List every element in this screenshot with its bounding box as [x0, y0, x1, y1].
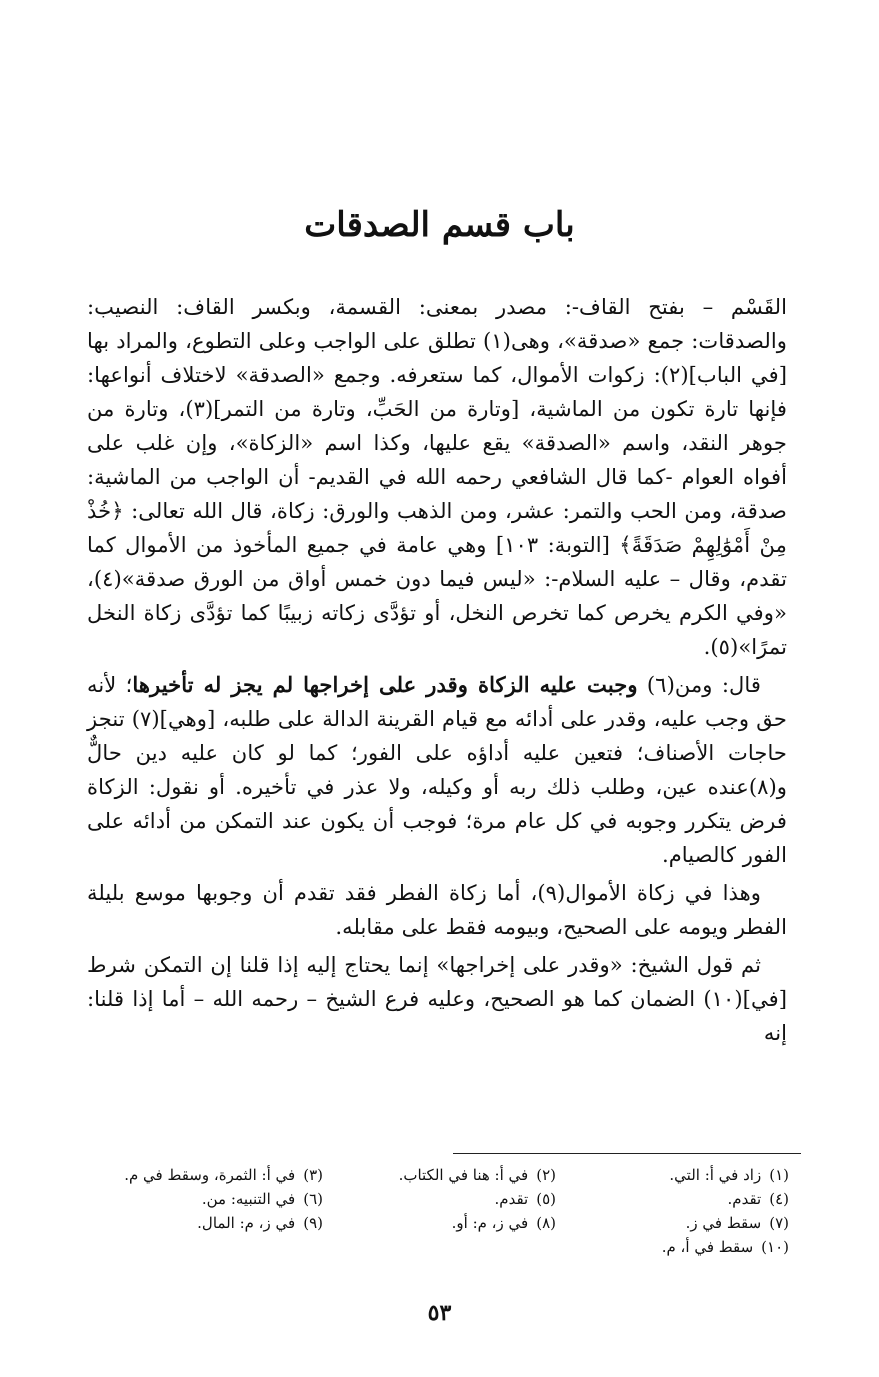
footnote-6 [90, 1187, 323, 1211]
footnote-number: (٧) [769, 1214, 789, 1232]
footnote-10 [556, 1235, 789, 1259]
footnote-text: تقدم. [494, 1190, 529, 1208]
matn-quote: وجبت عليه الزكاة وقدر على إخراجها لم يجز له تأخيرها [132, 672, 638, 697]
footnote-text: زاد في أ: التي. [669, 1166, 762, 1184]
footnote-text: في أ: الثمرة، وسقط في م. [124, 1166, 296, 1184]
footnote-number: (٨) [536, 1214, 556, 1232]
paragraph-2-lead: قال: ومن(٦) [637, 672, 761, 697]
footnote-number: (٩) [303, 1214, 323, 1232]
footnote-row [89, 1211, 789, 1235]
footnote-row [89, 1235, 789, 1259]
paragraph-1: القَسْم – بفتح القاف-: مصدر بمعنى: القسمة، وبكسر القاف: النصيب: والصدقات: جمع «صدقة»، وهى(١) تطلق على الواجب وعلى التطوع، والمراد بها [في الباب](٢): زكوات الأموال، كما ستعرفه. وجمع «الصدقة» لاختلاف أنواعها: فإنها تارة تكون من الماشية، [وتارة من الحَبِّ، وتارة من التمر](٣)، وتارة من جوهر النقد، واسم «الصدقة» يقع عليها، وكذا اسم «الزكاة»، وإن غلب على أفواه العوام -كما قال الشافعي رحمه الله في القديم- أن الواجب من الماشية: صدقة، ومن الحب والتمر: عشر، ومن الذهب والورق: زكاة، قال الله تعالى: ﴿خُذْ مِنْ أَمْوَٰلِهِمْ صَدَقَةً﴾ [التوبة: ١٠٣] وهي عامة في جميع المأخوذ من الأموال كما تقدم، وقال – عليه السلام-: «ليس فيما دون خمس أواق من الورق صدقة»(٤)، «وفي الكرم يخرص كما تخرص النخل، أو تؤدَّى زكاته زبيبًا كما تؤدَّى زكاة النخل تمرًا»(٥). [87, 294, 787, 659]
footnote-text: في ز، م: المال. [197, 1214, 296, 1232]
footnote-separator [453, 1153, 801, 1154]
footnote-4 [556, 1187, 789, 1211]
footnote-1 [556, 1163, 789, 1187]
footnote-text: في أ: هنا في الكتاب. [398, 1166, 529, 1184]
footnote-row [89, 1187, 789, 1211]
chapter-title: باب قسم الصدقات [304, 205, 575, 245]
footnote-text: سقط في ز. [685, 1214, 762, 1232]
footnote-number: (١) [769, 1166, 789, 1184]
footnote-number: (٥) [536, 1190, 556, 1208]
paragraph-3: وهذا في زكاة الأموال(٩)، أما زكاة الفطر فقد تقدم أن وجوبها موسع بليلة الفطر ويومه على الصحيح، وبيومه فقط على مقابله. [87, 880, 787, 939]
paragraph-2-rest: ؛ لأنه حق وجب عليه، وقدر على أدائه مع قيام القرينة الدالة على طلبه، [وهي](٧) تنجز حاجات الأصناف؛ فتعين عليه أداؤه على الفور؛ كما لو كان عليه دين حالٌّ و(٨)عنده عين، وطلب ذلك ربه أو وكيله، ولا عذر في تأخيره. أو نقول: الزكاة فرض يتكرر وجوبه في كل عام مرة؛ فوجب أن يكون عند التمكن من أدائه على الفور كالصيام. [87, 672, 787, 867]
footnote-text: تقدم. [727, 1190, 762, 1208]
footnote-5 [323, 1187, 556, 1211]
footnote-text: في ز، م: أو. [451, 1214, 529, 1232]
footnote-2 [323, 1163, 556, 1187]
footnote-8 [323, 1211, 556, 1235]
footnotes [89, 1163, 789, 1259]
footnote-3 [90, 1163, 323, 1187]
footnote-row [89, 1163, 789, 1187]
page-number: ٥٣ [427, 1300, 452, 1326]
footnote-number: (٣) [303, 1166, 323, 1184]
paragraph-2 [87, 668, 787, 872]
footnote-number: (٢) [536, 1166, 556, 1184]
footnote-number: (٦) [303, 1190, 323, 1208]
body-text [87, 290, 787, 1054]
footnote-9 [90, 1211, 323, 1235]
footnote-text: سقط في أ، م. [661, 1238, 754, 1256]
footnote-number: (٤) [769, 1190, 789, 1208]
footnote-7 [556, 1211, 789, 1235]
footnote-text: في التنبيه: من. [201, 1190, 296, 1208]
paragraph-4: ثم قول الشيخ: «وقدر على إخراجها» إنما يحتاج إليه إذا قلنا إن التمكن شرط [في](١٠) الضمان كما هو الصحيح، وعليه فرع الشيخ – رحمه الله – أما إذا قلنا: إنه [87, 952, 787, 1045]
footnote-number: (١٠) [761, 1238, 789, 1256]
